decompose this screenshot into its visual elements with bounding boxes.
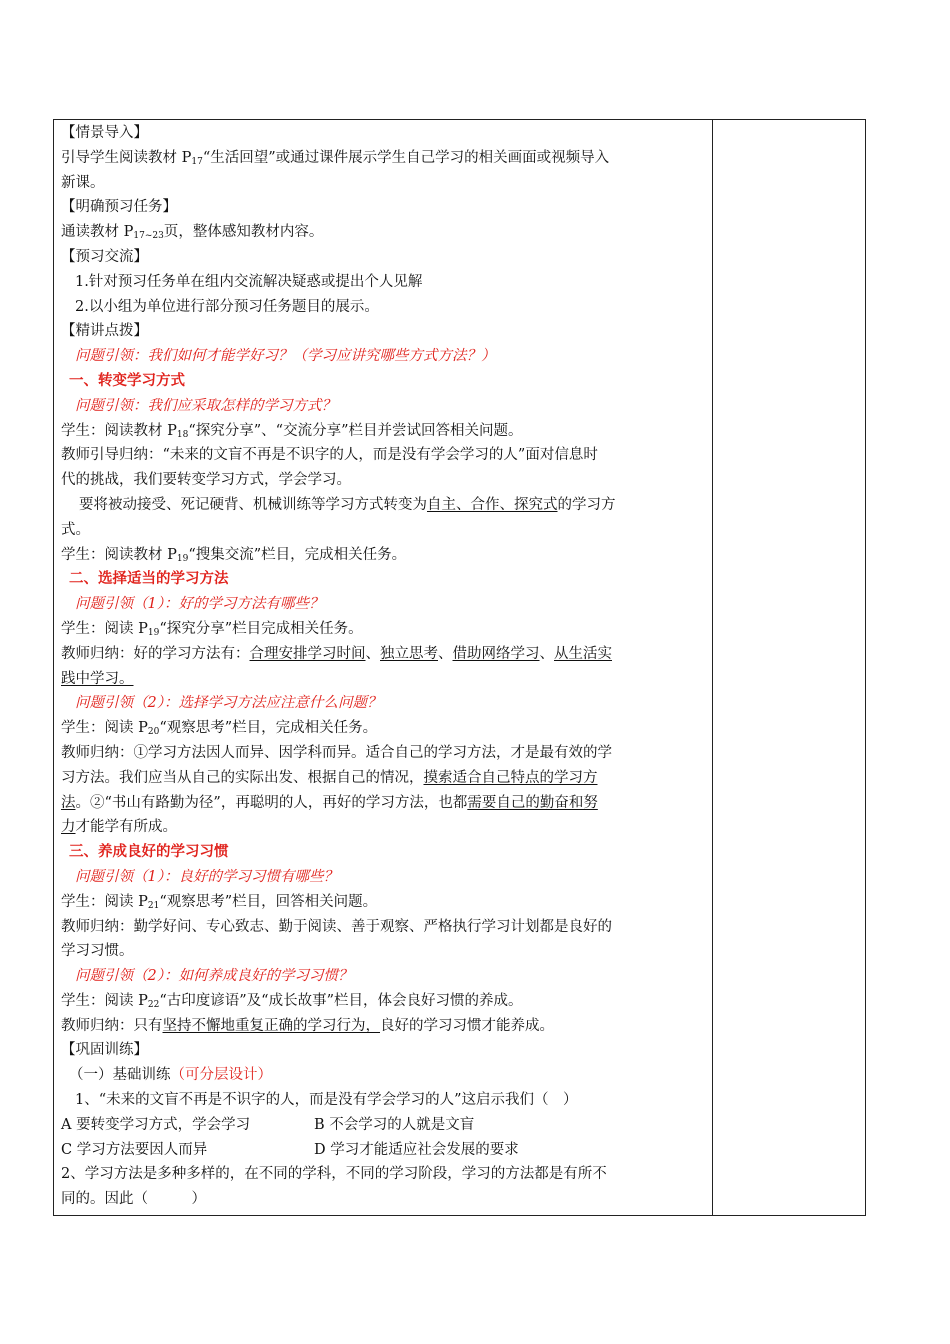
section-heading-intro: 【情景导入】: [61, 125, 148, 141]
key-point-underline: 践中学习。: [61, 670, 134, 687]
key-point-underline: 法: [61, 794, 76, 811]
guide-question: 问题引领（2）：选择学习方法应注意什么问题？: [75, 695, 382, 712]
guide-question: 问题引领（1）：良好的学习习惯有哪些？: [75, 868, 338, 885]
body-line: 学习习惯。: [61, 943, 134, 960]
option-d: D 学习才能适应社会发展的要求: [314, 1141, 519, 1158]
guide-question: 问题引领（2）：如何养成良好的学习习惯？: [75, 968, 353, 985]
question-options: [61, 1138, 707, 1163]
body-line: 教师引导归纳：“未来的文盲不再是不识字的人，而是没有学会学习的人”面对信息时: [61, 447, 598, 464]
body-line: 教师归纳：只有坚持不懈地重复正确的学习行为，良好的学习习惯才能养成。: [61, 1017, 554, 1034]
key-point-underline: 自主、合作、探究式: [427, 496, 558, 513]
preview-text: 通读教材 $P_{17\sim 23}$页，整体感知教材内容。: [61, 224, 324, 242]
key-point-underline: 从生活实: [554, 645, 612, 662]
option-a: A 要转变学习方式，学会学习: [61, 1116, 251, 1133]
key-point-underline: 借助网络学习: [452, 645, 540, 662]
key-point-underline: 需要自己的勤奋和努: [467, 794, 598, 811]
lecture-lead-question: 问题引领：我们如何才能学好习？（学习应讲究哪些方式方法？）: [75, 348, 496, 365]
body-line: 教师归纳：好的学习方法有：合理安排学习时间、独立思考、借助网络学习、从生活实: [61, 645, 612, 662]
option-b: B 不会学习的人就是文盲: [314, 1116, 475, 1133]
body-line: [61, 667, 707, 692]
body-line: 教师归纳：勤学好问、专心致志、勤于阅读、善于观察、严格执行学习计划都是良好的: [61, 918, 612, 935]
section-heading-lecture: 【精讲点拨】: [61, 323, 148, 340]
question-line: 1、“未来的文盲不再是不识字的人，而是没有学会学习的人”这启示我们（ ）: [75, 1092, 578, 1109]
body-line: 力才能学有所成。: [61, 819, 177, 836]
key-point-underline: 摸索适合自己特点的学习方: [423, 769, 598, 786]
key-point-underline: 合理安排学习时间: [249, 645, 366, 662]
section-heading-practice: 【巩固训练】: [61, 1042, 148, 1059]
intro-paragraph-line: 新课。: [61, 174, 105, 191]
body-line: 学生：阅读教材 $P_{18}“$探究分享”、“交流分享”栏目并尝试回答相关问题。: [61, 422, 523, 440]
body-line: 法。②“书山有路勤为径”，再聪明的人，再好的学习方法，也都需要自己的勤奋和努: [61, 794, 598, 811]
body-line: 要将被动接受、死记硬背、机械训练等学习方式转变为自主、合作、探究式的学习方: [79, 496, 616, 513]
exchange-item: 2.以小组为单位进行部分预习任务题目的展示。: [75, 298, 379, 315]
question-line: 2、学习方法是多种多样的，在不同的学科，不同的学习阶段，学习的方法都是有所不: [61, 1166, 607, 1183]
body-line: 学生：阅读 $P_{20}“$观察思考”栏目，完成相关任务。: [61, 720, 378, 738]
intro-paragraph-line: 引导学生阅读教材 $P_{17}“$生活回望”或通过课件展示学生自己学习的相关画面或视频导入: [61, 149, 610, 167]
part-title: 二、选择适当的学习方法: [69, 570, 229, 588]
question-options: [61, 1113, 707, 1138]
body-line: 式。: [61, 521, 90, 538]
lesson-content: [61, 121, 707, 1212]
option-c: C 学习方法要因人而异: [61, 1141, 208, 1158]
guide-question: 问题引领（1）：好的学习方法有哪些？: [75, 596, 324, 613]
body-line: 教师归纳：①学习方法因人而异、因学科而异。适合自己的学习方法，才是最有效的学: [61, 744, 612, 761]
section-heading-exchange: 【预习交流】: [61, 248, 148, 265]
body-line: 学生：阅读教材 $P_{19}“$搜集交流”栏目，完成相关任务。: [61, 546, 407, 564]
key-point-underline: 独立思考: [380, 645, 438, 662]
body-line: 习方法。我们应当从自己的实际出发、根据自己的情况，摸索适合自己特点的学习方: [61, 769, 598, 786]
question-line: 同的。因此（ ）: [61, 1191, 206, 1208]
body-line: 学生：阅读 $P_{22}“$古印度谚语”及“成长故事”栏目，体会良好习惯的养成。: [61, 992, 523, 1010]
body-line: 学生：阅读 $P_{19}“$探究分享”栏目完成相关任务。: [61, 620, 363, 638]
part-title: 一、转变学习方式: [69, 371, 185, 389]
body-line: 代的挑战，我们要转变学习方式，学会学习。: [61, 472, 351, 489]
key-point-underline: 坚持不懈地重复正确的学习行为，: [162, 1017, 380, 1034]
part-title: 三、养成良好的学习习惯: [69, 843, 229, 861]
key-point-underline: 力: [61, 819, 76, 836]
table-column-divider: [712, 119, 713, 1216]
exchange-item: 1.针对预习任务单在组内交流解决疑惑或提出个人见解: [75, 273, 423, 290]
section-heading-preview: 【明确预习任务】: [61, 199, 177, 216]
body-line: 学生：阅读 $P_{21}“$观察思考”栏目，回答相关问题。: [61, 893, 378, 911]
guide-question: 问题引领：我们应采取怎样的学习方式？: [75, 397, 336, 414]
basic-training-heading: （一）基础训练（可分层设计）: [69, 1067, 272, 1084]
